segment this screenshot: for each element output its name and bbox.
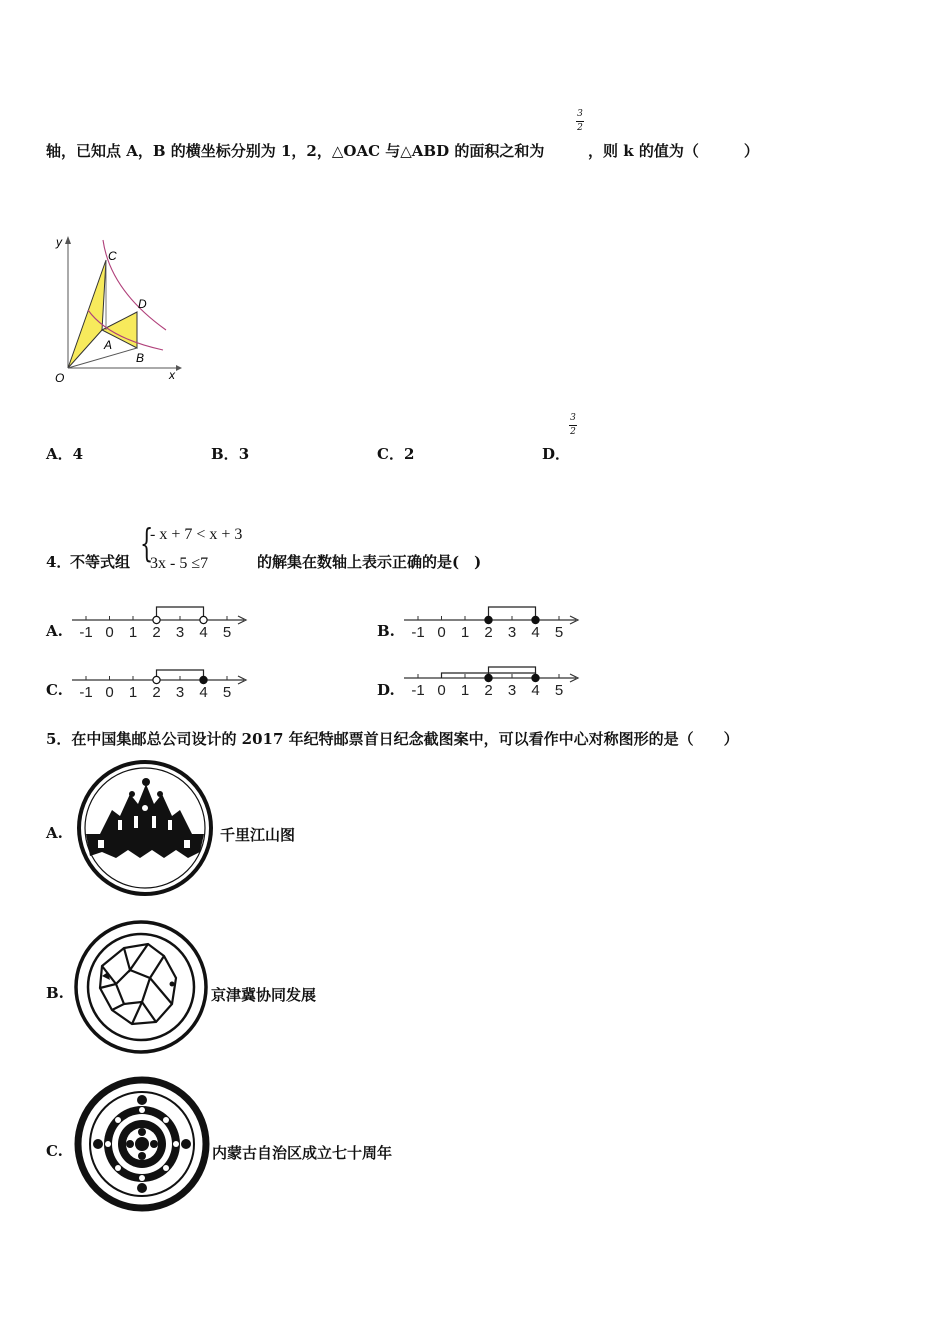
tick-label: 4 xyxy=(199,684,208,701)
q4-suffix: 的解集在数轴上表示正确的是( ) xyxy=(257,553,482,571)
tick-label: 4 xyxy=(199,624,208,641)
q4-option-b-label[interactable]: B. xyxy=(377,622,395,640)
fraction-bar xyxy=(576,121,584,122)
tick-label: 1 xyxy=(128,684,138,701)
tick-label: 3 xyxy=(507,682,517,699)
tick-label: -1 xyxy=(79,684,93,701)
tick-label: 1 xyxy=(460,682,470,699)
closed-dot xyxy=(485,674,492,681)
label-y: y xyxy=(56,235,62,249)
option-label: C． xyxy=(377,445,404,463)
q3-graph xyxy=(48,230,188,390)
q3-option-c[interactable] xyxy=(377,443,414,464)
stamp-a-caption: 千里江山图 xyxy=(220,826,296,844)
q4-option-d-label[interactable]: D. xyxy=(377,681,395,699)
fraction-numerator: 3 xyxy=(570,413,576,423)
tick-label: 3 xyxy=(507,624,517,641)
tick-label: 5 xyxy=(554,624,564,641)
number-line-b xyxy=(400,600,590,642)
x-axis-arrow xyxy=(176,365,182,371)
fraction-bar xyxy=(569,425,577,426)
inequality-1: - x + 7 < x + 3 xyxy=(150,526,243,543)
tick-label: 0 xyxy=(437,624,446,641)
number-line-c xyxy=(68,660,258,702)
label-a: A xyxy=(104,338,113,352)
tick-label: 0 xyxy=(437,682,446,699)
label-c: C xyxy=(108,249,117,263)
q4-number: 4． xyxy=(46,553,72,571)
option-label: B． xyxy=(211,445,239,463)
stamp-c-caption: 内蒙古自治区成立七十周年 xyxy=(212,1144,393,1162)
tick-label: -1 xyxy=(411,682,425,699)
option-value: 2 xyxy=(403,445,415,463)
stamp-b-image[interactable] xyxy=(72,918,210,1056)
q3-stem: 轴，已知点 A，B 的横坐标分别为 1，2，△OAC 与△ABD 的面积之和为 xyxy=(46,142,545,160)
tick-label: 4 xyxy=(531,624,540,641)
tick-label: 2 xyxy=(484,624,493,641)
fraction-denominator: 2 xyxy=(570,427,576,437)
tick-label: 2 xyxy=(484,682,493,699)
label-d: D xyxy=(138,297,147,311)
tick-label: 3 xyxy=(175,624,185,641)
q3-option-d-fraction xyxy=(568,413,578,438)
tick-label: 0 xyxy=(105,624,114,641)
q4-prefix: 不等式组 xyxy=(70,553,131,571)
tick-label: -1 xyxy=(79,624,93,641)
tick-label: 0 xyxy=(105,684,114,701)
stamp-a-image[interactable] xyxy=(72,760,218,900)
triangle-oac xyxy=(68,260,106,368)
tick-label: 4 xyxy=(531,682,540,699)
tick-label: 2 xyxy=(152,684,161,701)
q3-option-a[interactable] xyxy=(46,443,83,464)
tick-label: 5 xyxy=(222,684,232,701)
option-value: 4 xyxy=(72,445,84,463)
q3-fraction xyxy=(575,109,585,134)
system-brace: { xyxy=(140,521,154,565)
inequality-2: 3x - 5 ≤7 xyxy=(150,555,209,572)
q4-option-a-label[interactable]: A. xyxy=(46,622,63,640)
tick-label: 5 xyxy=(222,624,232,641)
y-axis-arrow xyxy=(65,236,71,244)
fraction-numerator: 3 xyxy=(577,109,583,119)
closed-dot xyxy=(532,616,539,623)
q5-option-c-label[interactable]: C. xyxy=(46,1142,63,1160)
tick-label: 2 xyxy=(152,624,161,641)
q5-option-a-label[interactable]: A. xyxy=(46,824,63,842)
tick-label: 5 xyxy=(554,682,564,699)
closed-dot xyxy=(532,674,539,681)
q3-option-b[interactable] xyxy=(211,443,249,464)
tick-label: 3 xyxy=(175,684,185,701)
option-value: 3 xyxy=(238,445,250,463)
stamp-b-caption: 京津冀协同发展 xyxy=(211,986,317,1004)
tick-label: -1 xyxy=(411,624,425,641)
label-o: O xyxy=(55,371,65,385)
open-dot xyxy=(200,616,207,623)
option-label: A． xyxy=(46,445,73,463)
q3-stem-end: ，则 k 的值为（ ） xyxy=(588,142,759,160)
label-b: B xyxy=(136,351,145,365)
number-line-d xyxy=(400,658,590,702)
option-label: D． xyxy=(542,445,571,463)
tick-label: 1 xyxy=(460,624,470,641)
stamp-c-image[interactable] xyxy=(72,1074,212,1214)
q3-option-d[interactable] xyxy=(542,443,570,464)
open-dot xyxy=(153,676,160,683)
label-x: x xyxy=(169,368,175,382)
q5-stem: 5．在中国集邮总公司设计的 2017 年纪特邮票首日纪念截图案中，可以看作中心对称图形的是（ ） xyxy=(46,730,739,748)
closed-dot xyxy=(200,676,207,683)
open-dot xyxy=(153,616,160,623)
tick-label: 1 xyxy=(128,624,138,641)
q5-option-b-label[interactable]: B. xyxy=(46,984,64,1002)
closed-dot xyxy=(485,616,492,623)
number-line-a xyxy=(68,600,258,642)
q4-option-c-label[interactable]: C. xyxy=(46,681,63,699)
fraction-denominator: 2 xyxy=(577,123,583,133)
